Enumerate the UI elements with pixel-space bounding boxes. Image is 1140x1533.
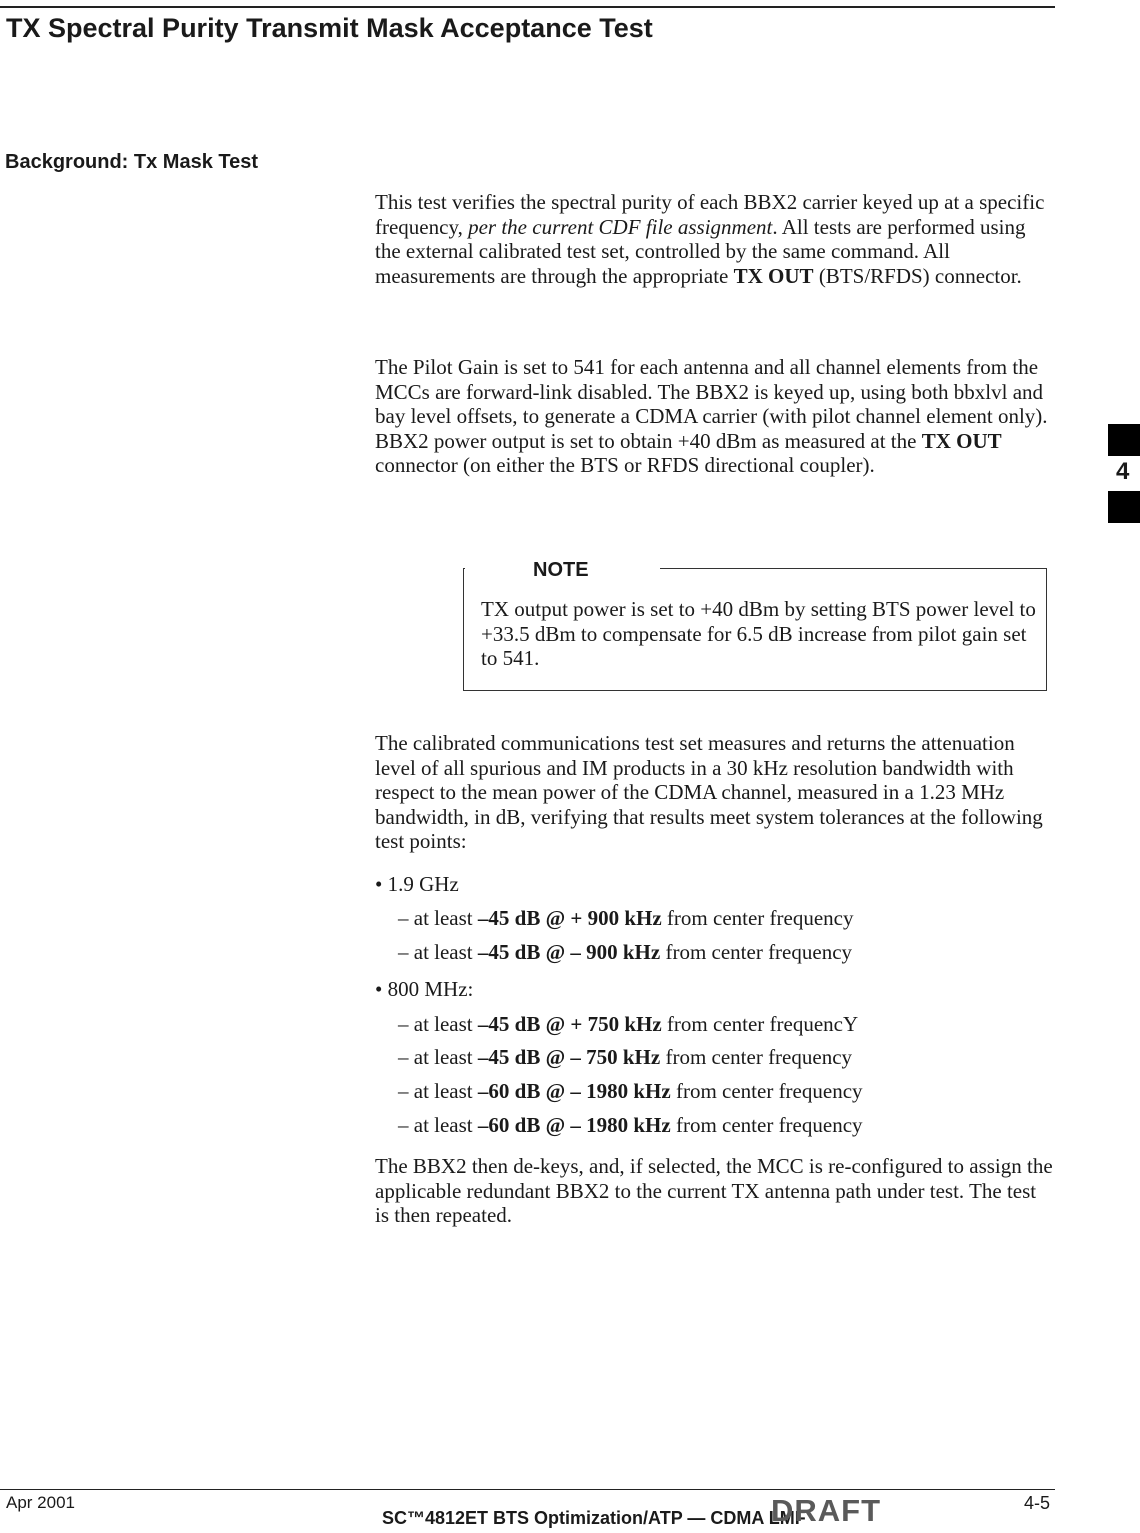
dash-item-bold: –60 dB @ – 1980 kHz: [477, 1113, 671, 1137]
paragraph-intro-bold: TX OUT: [733, 263, 814, 288]
bullet-label: 800 MHz:: [387, 977, 474, 1001]
dash-item-bold: –60 dB @ – 1980 kHz: [477, 1079, 671, 1103]
paragraph-pilot-gain-text-1: The Pilot Gain is set to 541 for each antenna and all channel elements from the MCCs are forward-link disabled. The BBX2 is keyed up, using both bbxlvl and bay level offsets, to generate a CDMA carrier (with pilot channel element only). BBX2 power output is set to obtain +40 dBm as measured at the: [375, 355, 1048, 453]
footer-date: Apr 2001: [6, 1493, 75, 1512]
paragraph-intro-italic: per the current CDF file assignment: [468, 214, 773, 239]
dash-item-bold: –45 dB @ – 750 kHz: [477, 1045, 661, 1069]
bullet-item: [375, 872, 459, 897]
dash-item-prefix: at least: [413, 906, 478, 930]
dash-item-suffix: from center frequency: [670, 1113, 863, 1137]
dash-item-bold: –45 dB @ + 900 kHz: [477, 906, 662, 930]
dash-item-prefix: at least: [413, 1045, 478, 1069]
side-tab-block-bottom: [1108, 491, 1140, 523]
dash-item-bold: –45 dB @ – 900 kHz: [477, 940, 661, 964]
paragraph-pilot-gain-text-2: connector (on either the BTS or RFDS directional coupler).: [375, 453, 875, 477]
dash-item: – at least –45 dB @ – 900 kHz from center frequency: [398, 940, 853, 964]
footer-doc-title: SC™4812ET BTS Optimization/ATP — CDMA LMF: [382, 1508, 806, 1528]
section-heading: Background: Tx Mask Test: [5, 151, 259, 173]
dash-item-suffix: from center frequency: [660, 940, 853, 964]
dash-item-prefix: at least: [413, 1113, 478, 1137]
dash-item: – at least –60 dB @ – 1980 kHz from center frequency: [398, 1113, 863, 1137]
side-tab-number: 4: [1116, 458, 1130, 485]
paragraph-intro-text-3: (BTS/RFDS) connector.: [813, 263, 1022, 288]
dash-item-suffix: from center frequency: [670, 1079, 863, 1103]
paragraph-intro-text-1: This test verifies the spectral purity of each BBX2 carrier keyed up at a specific frequency,: [375, 190, 1045, 239]
paragraph-intro: [375, 190, 1055, 288]
paragraph-intro-text-2: . All tests are performed using the external calibrated test set, controlled by the same command. All measurements are through the appropriate: [375, 214, 1026, 288]
dash-item-suffix: from center frequency: [660, 1045, 853, 1069]
footer-draft-mark: DRAFT: [771, 1493, 882, 1528]
dash-item-suffix: from center frequency: [661, 906, 854, 930]
bullet-label: 1.9 GHz: [387, 872, 459, 896]
page-title: TX Spectral Purity Transmit Mask Acceptance Test: [6, 13, 653, 43]
note-box-top-right-rule: [660, 568, 1046, 569]
footer-rule: [0, 1489, 1055, 1490]
note-label: NOTE: [529, 559, 593, 582]
dash-item-bold: –45 dB @ + 750 kHz: [477, 1012, 662, 1036]
paragraph-test-set: The calibrated communications test set measures and returns the attenuation level of all spurious and IM products in a 30 kHz resolution bandwidth with respect to the mean power of the CDMA channel, measured in a 1.23 MHz bandwidth, in dB, verifying that results meet system tolerances at the following test points:: [375, 731, 1043, 853]
note-text: TX output power is set to +40 dBm by setting BTS power level to +33.5 dBm to compensate for 6.5 dB increase from pilot gain set to 541.: [481, 597, 1036, 670]
dash-item-suffix: from center frequencY: [661, 1012, 859, 1036]
footer-page-number: 4-5: [1024, 1493, 1051, 1513]
dash-item-prefix: at least: [413, 1079, 478, 1103]
header-rule: [0, 6, 1055, 8]
paragraph-de-key: The BBX2 then de-keys, and, if selected, the MCC is re-configured to assign the applicable redundant BBX2 to the current TX antenna path under test. The test is then repeated.: [375, 1154, 1053, 1227]
paragraph-pilot-gain: [375, 355, 1055, 478]
dash-item: – at least –45 dB @ + 750 kHz from center frequencY: [398, 1012, 859, 1036]
dash-item: – at least –45 dB @ + 900 kHz from center frequency: [398, 906, 854, 930]
note-box-top-left-rule: [463, 568, 465, 569]
bullet-item: [375, 977, 473, 1002]
dash-item: – at least –45 dB @ – 750 kHz from center frequency: [398, 1045, 853, 1069]
bullet-icon: •: [375, 872, 383, 896]
bullet-icon: •: [375, 977, 383, 1001]
dash-item-prefix: at least: [413, 940, 478, 964]
side-tab-block-top: [1108, 424, 1140, 456]
paragraph-pilot-gain-bold: TX OUT: [921, 428, 1002, 453]
dash-item-prefix: at least: [413, 1012, 478, 1036]
dash-item: – at least –60 dB @ – 1980 kHz from center frequency: [398, 1079, 863, 1103]
